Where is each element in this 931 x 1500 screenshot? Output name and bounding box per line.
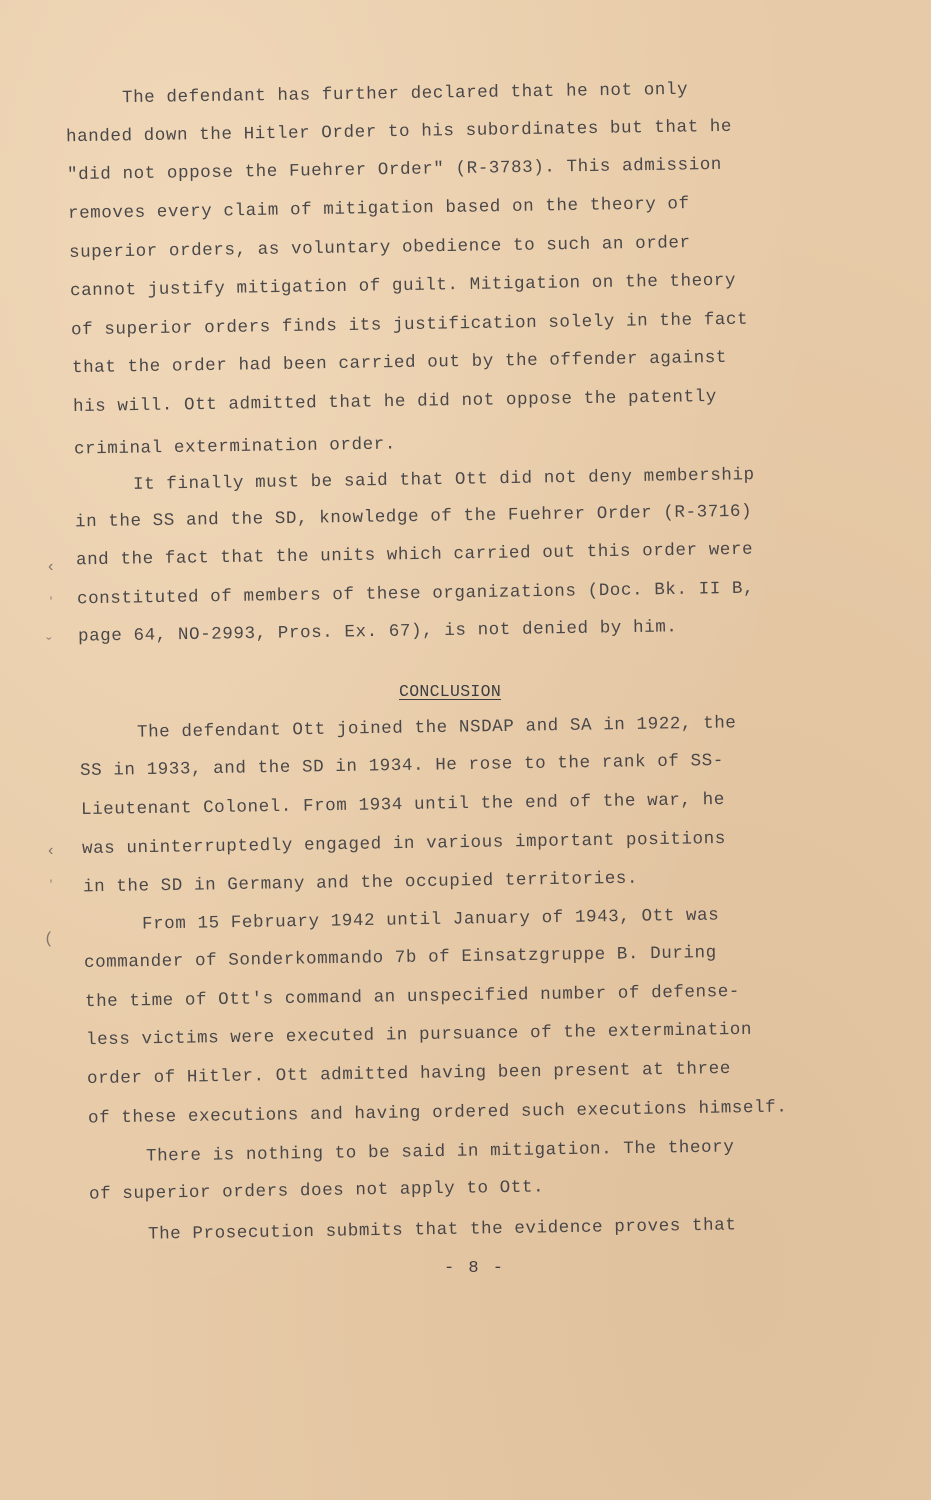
text-line: his will. Ott admitted that he did not oppose the patently	[72, 386, 718, 418]
text-line: cannot justify mitigation of guilt. Mitigation on the theory	[69, 270, 737, 302]
text-line: The defendant Ott joined the NSDAP and SA in 1922, the	[136, 713, 737, 743]
text-line: commander of Sonderkommando 7b of Einsatzgruppe B. During	[83, 943, 717, 973]
text-line: Lieutenant Colonel. From 1934 until the end of the war, he	[80, 789, 726, 821]
text-line: the time of Ott's command an unspecified number of defense-	[84, 981, 741, 1013]
section-heading: CONCLUSION	[399, 682, 502, 701]
text-line: superior orders, as voluntary obedience to such an order	[68, 233, 691, 263]
text-line: was uninterruptedly engaged in various important positions	[81, 828, 727, 860]
text-line: of superior orders finds its justification solely in the fact	[70, 309, 749, 341]
text-line: in the SS and the SD, knowledge of the Fuehrer Order (R-3716)	[74, 501, 753, 533]
margin-mark: ‹	[46, 842, 56, 860]
text-line: of superior orders does not apply to Ott.	[88, 1177, 545, 1205]
margin-mark: ‹	[46, 558, 56, 576]
margin-mark: ˇ	[44, 636, 54, 654]
text-line: It finally must be said that Ott did not deny membership	[132, 465, 755, 495]
text-line: From 15 February 1942 until January of 1943, Ott was	[141, 905, 720, 935]
page-number: - 8 -	[444, 1259, 506, 1278]
text-line: removes every claim of mitigation based on the theory of	[67, 194, 690, 224]
margin-mark: '	[48, 880, 55, 891]
text-line: of these executions and having ordered such executions himself.	[87, 1097, 788, 1129]
margin-mark: (	[44, 930, 54, 948]
text-line: order of Hitler. Ott admitted having been present at three	[86, 1058, 732, 1090]
text-line: handed down the Hitler Order to his subordinates but that he	[65, 116, 733, 148]
text-line: The Prosecution submits that the evidence proves that	[147, 1215, 737, 1245]
text-line: The defendant has further declared that he not only	[121, 79, 689, 109]
margin-mark: '	[48, 597, 55, 608]
text-line: page 64, NO-2993, Pros. Ex. 67), is not denied by him.	[77, 617, 678, 647]
text-line: less victims were executed in pursuance of the extermination	[85, 1019, 753, 1051]
text-line: constituted of members of these organizations (Doc. Bk. II B,	[76, 578, 755, 610]
text-line: that the order had been carried out by the offender against	[71, 347, 728, 379]
text-line: and the fact that the units which carried out this order were	[75, 539, 754, 571]
text-line: SS in 1933, and the SD in 1934. He rose to the rank of SS-	[79, 750, 725, 782]
text-line: "did not oppose the Fuehrer Order" (R-3783). This admission	[66, 154, 723, 186]
text-line: There is nothing to be said in mitigation. The theory	[145, 1137, 735, 1167]
text-line: criminal extermination order.	[73, 434, 397, 460]
text-line: in the SD in Germany and the occupied territories.	[82, 868, 639, 898]
